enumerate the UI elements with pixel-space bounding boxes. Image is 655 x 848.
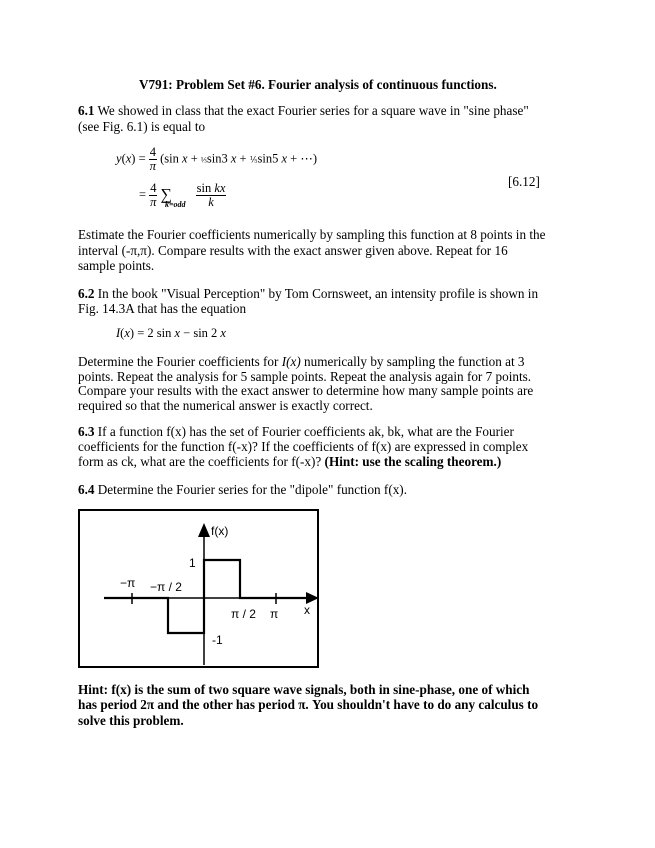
x-axis-label: x — [304, 603, 310, 617]
problem-6-1-text-3: sample points. — [78, 258, 155, 273]
problem-6-4-line-1: 6.4 Determine the Fourier series for the "dipole" function f(x). — [78, 482, 407, 497]
label-pi-half: π / 2 — [231, 607, 256, 621]
equation-number: [6.12] — [508, 174, 540, 189]
problem-6-2-text-3: Compare your results with the exact answer to determine how many sample points are — [78, 383, 534, 398]
dipole-plot-svg — [80, 511, 317, 666]
equation-intensity-profile: I(x) = 2 sin x − sin 2 x — [116, 326, 226, 340]
y-axis-label: f(x) — [211, 524, 229, 538]
final-hint-line-1: Hint: f(x) is the sum of two square wave signals, both in sine-phase, one of which — [78, 682, 530, 697]
label-neg-pi: −π — [120, 576, 136, 590]
label-neg-pi-half: −π / 2 — [150, 580, 182, 594]
problem-6-1-text-2: interval (-π,π). Compare results with the exact answer given above. Repeat for 16 — [78, 243, 508, 258]
label-minus-one: -1 — [212, 633, 223, 647]
page-title: V791: Problem Set #6. Fourier analysis of continuous functions. — [139, 77, 497, 92]
problem-6-2-text-2: points. Repeat the analysis for 5 sample points. Repeat the analysis again for 7 points. — [78, 369, 532, 384]
problem-6-3-line-3: form as ck, what are the coefficients for f(-x)? (Hint: use the scaling theorem.) — [78, 454, 502, 469]
problem-6-3-line-1: 6.3 If a function f(x) has the set of Fourier coefficients ak, bk, what are the Fourier — [78, 424, 514, 439]
problem-6-2-text-4: required so that the numerical answer is exactly correct. — [78, 398, 373, 413]
dipole-function-diagram — [78, 509, 319, 668]
y-axis-arrow-icon — [198, 523, 210, 537]
final-hint-line-2: has period 2π and the other has period π. You shouldn't have to do any calculus to — [78, 697, 539, 712]
label-pi: π — [270, 607, 279, 621]
problem-6-2-line-2: Fig. 14.3A that has the equation — [78, 301, 247, 316]
problem-6-1-line-1: 6.1 We showed in class that the exact Fourier series for a square wave in "sine phase" — [78, 103, 529, 118]
problem-6-2-text-1: Determine the Fourier coefficients for I(x) numerically by sampling the function at 3 — [78, 354, 525, 369]
dipole-function-curve — [104, 560, 310, 633]
problem-6-3-line-2: coefficients for the function f(-x)? If the coefficients of f(x) are expressed in complex — [78, 439, 529, 454]
problem-6-2-line-1: 6.2 In the book "Visual Perception" by Tom Cornsweet, an intensity profile is shown in — [78, 286, 539, 301]
final-hint-line-3: solve this problem. — [78, 713, 184, 728]
label-one: 1 — [189, 556, 196, 570]
equation-square-wave-line-2: = $\frac{4}{\pi}$ $\sum_{k=odd}$ $\frac{\text{sin kx}}{k}$ — [139, 181, 226, 210]
problem-6-1-line-2: (see Fig. 6.1) is equal to — [78, 119, 206, 134]
equation-square-wave-line-1: y(x) = $\frac{4}{\pi}$ (sin x + ⅓sin3 x + ⅕sin5 x + ⋯) — [116, 145, 317, 173]
problem-6-1-text-1: Estimate the Fourier coefficients numerically by sampling this function at 8 points in the — [78, 227, 546, 242]
